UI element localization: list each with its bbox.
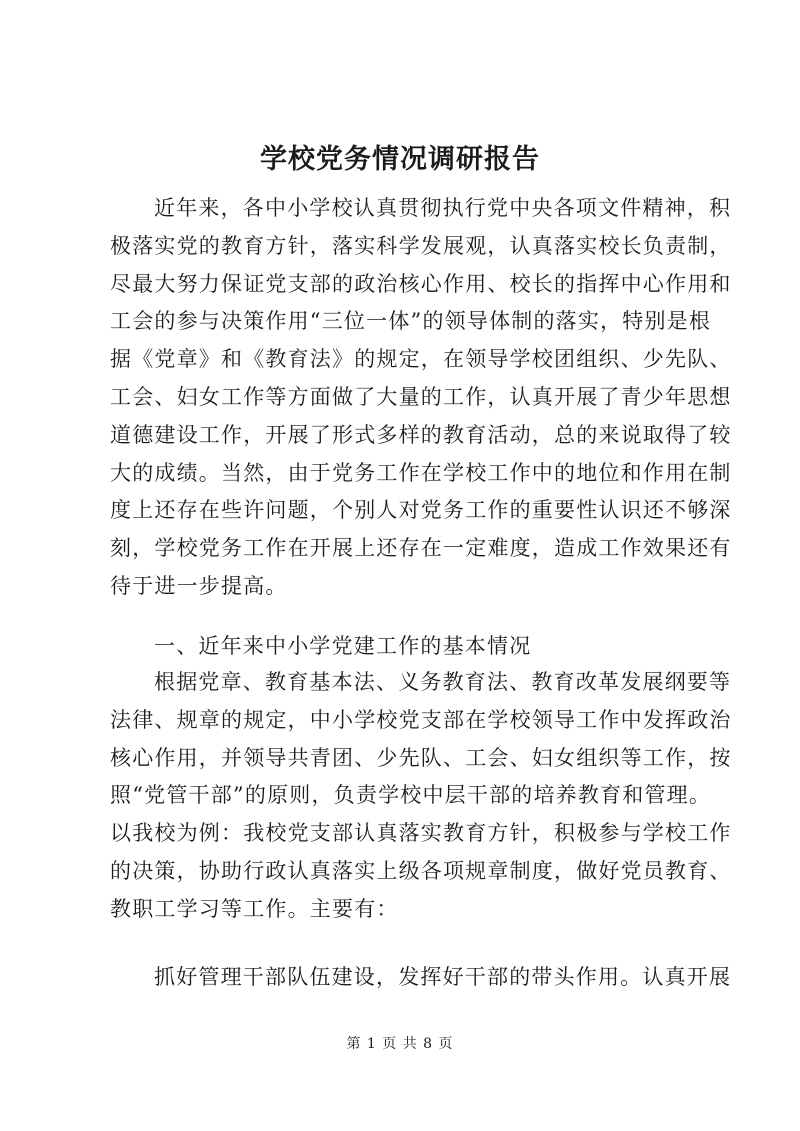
- paragraph-line: 工会的参与决策作用“三位一体”的领导体制的落实，特别是根: [110, 309, 712, 334]
- paragraph-line: 尽最大努力保证党支部的政治核心作用、校长的指挥中心作用和: [110, 271, 732, 296]
- paragraph-line: 工会、妇女工作等方面做了大量的工作，认真开展了青少年思想: [110, 384, 732, 409]
- document-title: 学校党务情况调研报告: [260, 144, 540, 175]
- paragraph-line: 度上还存在些许问题，个别人对党务工作的重要性认识还不够深: [110, 498, 732, 523]
- section-heading-text: 一、近年来中小学党建工作的基本情况: [154, 634, 532, 658]
- paragraph-basic-situation: [110, 664, 732, 929]
- paragraph-line: 抓好管理干部队伍建设，发挥好干部的带头作用。认真开展: [154, 965, 732, 989]
- paragraph-line: 核心作用，并领导共青团、少先队、工会、妇女组织等工作，按: [110, 745, 732, 770]
- paragraph-cadre-building: [110, 959, 732, 997]
- page-footer: 第 1 页 共 8 页: [346, 1036, 454, 1052]
- paragraph-line: 的决策，协助行政认真落实上级各项规章制度，做好党员教育、: [110, 858, 732, 883]
- paragraph-line: 根据党章、教育基本法、义务教育法、教育改革发展纲要等: [154, 670, 732, 694]
- paragraph-intro: [110, 190, 732, 606]
- paragraph-line: 照“党管干部”的原则，负责学校中层干部的培养教育和管理。: [110, 783, 712, 808]
- paragraph-line: 以我校为例：我校党支部认真落实教育方针，积极参与学校工作: [110, 821, 732, 846]
- paragraph-line: 法律、规章的规定，中小学校党支部在学校领导工作中发挥政治: [110, 707, 732, 732]
- paragraph-line: 大的成绩。当然，由于党务工作在学校工作中的地位和作用在制: [110, 460, 732, 485]
- paragraph-line: 待于进一步提高。: [110, 573, 288, 598]
- paragraph-line: 近年来，各中小学校认真贯彻执行党中央各项文件精神，积: [154, 196, 732, 220]
- paragraph-line: 据《党章》和《教育法》的规定，在领导学校团组织、少先队、: [110, 347, 732, 372]
- paragraph-line: 刻，学校党务工作在开展上还存在一定难度，造成工作效果还有: [110, 536, 732, 561]
- paragraph-line: 道德建设工作，开展了形式多样的教育活动，总的来说取得了较: [110, 422, 732, 447]
- paragraph-line: 极落实党的教育方针，落实科学发展观，认真落实校长负责制，: [110, 233, 732, 258]
- paragraph-line: 教职工学习等工作。主要有：: [110, 896, 399, 921]
- section-heading: [110, 628, 706, 666]
